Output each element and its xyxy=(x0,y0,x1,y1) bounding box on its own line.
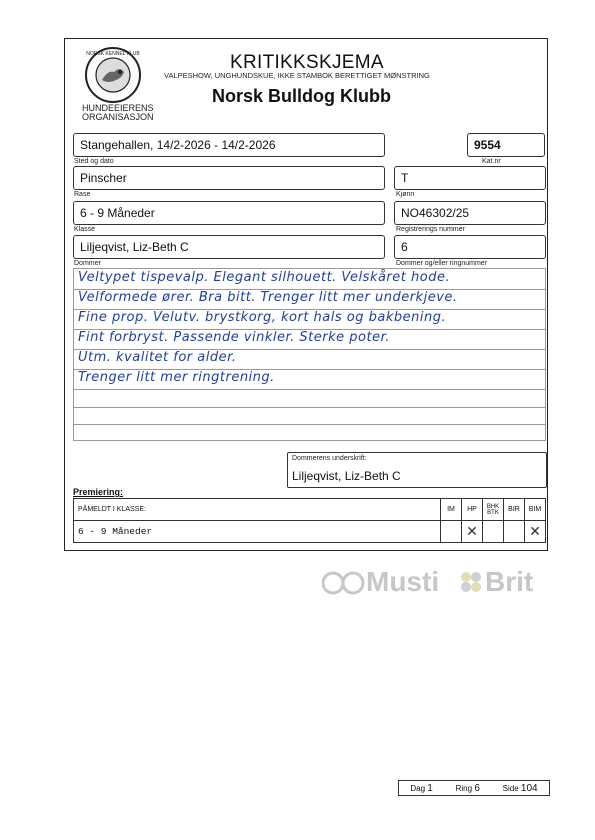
form-title: KRITIKKSKJEMA xyxy=(230,52,384,73)
award-header-bhk: BHK BTK xyxy=(483,499,504,521)
breed-caption: Rase xyxy=(74,191,91,198)
premiering-table xyxy=(73,498,546,543)
enrolled-label: PÅMELDT I KLASSE: xyxy=(74,499,441,521)
sex-field[interactable] xyxy=(394,166,546,190)
class-value: 6 - 9 Måneder xyxy=(80,206,155,220)
award-header-bim: BIM xyxy=(525,499,546,521)
sex-caption: Kjønn xyxy=(396,191,415,198)
award-header-bir: BIR xyxy=(504,499,525,521)
premiering-title: Premiering: xyxy=(73,487,124,497)
page-value: 104 xyxy=(520,782,538,794)
ring-number-caption: Dommer og/eller ringnummer xyxy=(396,260,488,267)
award-header-hp: HP xyxy=(462,499,483,521)
org-line2: ORGANISASJON xyxy=(82,112,154,122)
sponsor-brit: Brit xyxy=(485,566,534,597)
critique-line: Utm. kvalitet for alder. xyxy=(78,350,237,365)
award-header-im: IM xyxy=(441,499,462,521)
breed-field[interactable] xyxy=(73,166,385,190)
critique-line: Fint forbryst. Passende vinkler. Sterke poter. xyxy=(78,330,390,345)
critique-line: Fine prop. Velutv. brystkorg, kort hals og bakbening. xyxy=(78,310,447,325)
page-footer xyxy=(398,780,550,796)
enrolled-value: 6 - 9 Måneder xyxy=(74,521,441,543)
registration-number-value: NO46302/25 xyxy=(401,206,470,220)
location-date-caption: Sted og dato xyxy=(74,158,114,165)
catalog-number-caption: Kat.nr xyxy=(482,158,501,165)
brit-logo-icon xyxy=(457,568,485,596)
page-indicator xyxy=(503,783,538,794)
critique-line: Veltypet tispevalp. Elegant silhouett. Velskåret hode. xyxy=(78,270,451,285)
ring-indicator xyxy=(456,783,480,794)
catalog-number-value: 9554 xyxy=(474,138,501,152)
page-label: Side xyxy=(502,783,519,793)
ring-label: Ring xyxy=(455,783,473,793)
musti-paw-icon xyxy=(322,566,366,598)
form-subtitle: VALPESHOW, UNGHUNDSKUE, IKKE STAMBOK BERETTIGET MØNSTRING xyxy=(164,71,430,80)
award-cell-bim[interactable]: ✕ xyxy=(525,521,546,543)
club-name: Norsk Bulldog Klubb xyxy=(212,86,391,106)
sponsor-musti: Musti xyxy=(366,566,440,597)
award-cell-bhk[interactable] xyxy=(483,521,504,543)
day-label: Dag xyxy=(410,783,426,793)
location-date-value: Stangehallen, 14/2-2026 - 14/2-2026 xyxy=(80,138,276,152)
judge-caption: Dommer xyxy=(74,260,101,267)
org-line1: HUNDEEIERENS xyxy=(82,103,154,113)
judge-field[interactable] xyxy=(73,235,385,259)
award-cell-hp[interactable]: ✕ xyxy=(462,521,483,543)
class-caption: Klasse xyxy=(74,226,96,233)
ring-number-field[interactable] xyxy=(394,235,546,259)
critique-line: Trenger litt mer ringtrening. xyxy=(78,370,275,385)
signature-caption: Dommerens underskrift: xyxy=(292,455,367,462)
catalog-number-field[interactable] xyxy=(467,133,545,157)
day-indicator xyxy=(410,783,432,794)
location-date-field[interactable] xyxy=(73,133,385,157)
registration-number-field[interactable] xyxy=(394,201,546,225)
ring-value: 6 xyxy=(474,782,480,794)
org-name xyxy=(82,104,152,122)
logo-text: NORSK KENNEL KLUB xyxy=(86,51,140,57)
signature-name: Liljeqvist, Liz-Beth C xyxy=(292,469,401,483)
breed-value: Pinscher xyxy=(80,171,127,185)
award-cell-im[interactable] xyxy=(441,521,462,543)
ring-number-value: 6 xyxy=(401,240,408,254)
day-value: 1 xyxy=(427,782,433,794)
critique-line: Velformede ører. Bra bitt. Trenger litt mer underkjeve. xyxy=(78,290,458,305)
judge-value: Liljeqvist, Liz-Beth C xyxy=(80,240,189,254)
rule-line xyxy=(73,424,545,425)
rule-line xyxy=(73,407,545,408)
award-cell-bir[interactable] xyxy=(504,521,525,543)
registration-number-caption: Registrerings nummer xyxy=(396,226,465,233)
class-field[interactable] xyxy=(73,201,385,225)
nkk-logo xyxy=(84,46,142,104)
rule-line xyxy=(73,389,545,390)
sex-value: T xyxy=(401,171,409,185)
